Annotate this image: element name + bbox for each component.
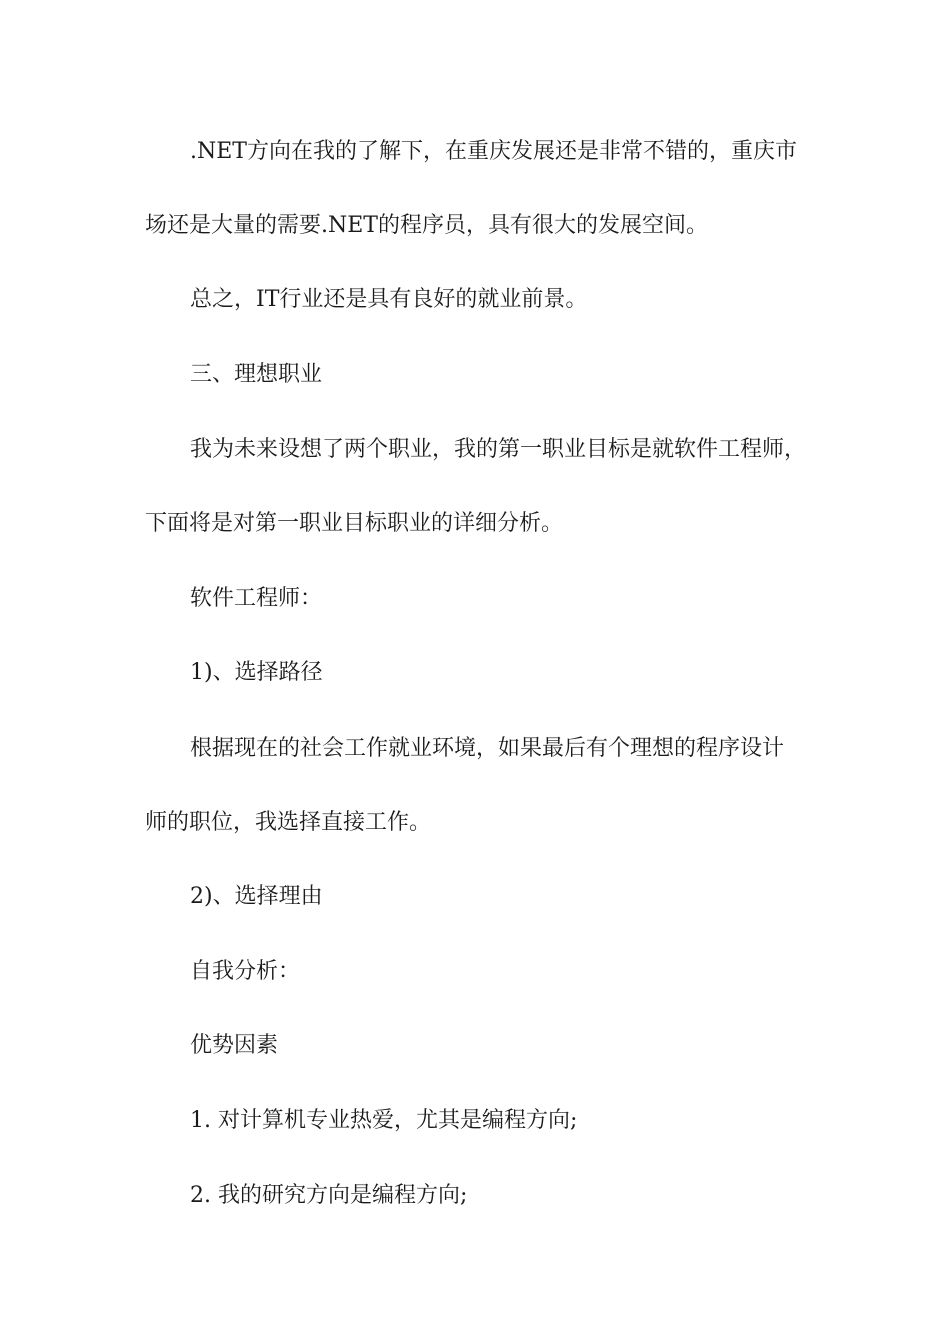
paragraph-summary: 总之，IT行业还是具有良好的就业前景。 (190, 287, 588, 312)
subheading-software-engineer: 软件工程师： (190, 586, 323, 611)
item-choice-reason: 2)、选择理由 (190, 884, 323, 909)
paragraph-dotnet-line-2: 场还是大量的需要.NET的程序员，具有很大的发展空间。 (145, 213, 708, 238)
section-heading-ideal-career: 三、理想职业 (190, 362, 323, 387)
list-item-strength-2: 2. 我的研究方向是编程方向; (190, 1183, 468, 1208)
subheading-strengths: 优势因素 (190, 1033, 279, 1058)
paragraph-dotnet-line-1: .NET方向在我的了解下，在重庆发展还是非常不错的，重庆市 (190, 139, 797, 164)
paragraph-career-goal-line-1: 我为未来设想了两个职业，我的第一职业目标是就软件工程师， (190, 437, 807, 462)
paragraph-career-goal-line-2: 下面将是对第一职业目标职业的详细分析。 (145, 511, 564, 536)
list-item-strength-1: 1. 对计算机专业热爱，尤其是编程方向; (190, 1108, 578, 1133)
item-choice-path: 1)、选择路径 (190, 660, 323, 685)
paragraph-path-line-1: 根据现在的社会工作就业环境，如果最后有个理想的程序设计 (190, 736, 785, 761)
paragraph-path-line-2: 师的职位，我选择直接工作。 (145, 810, 432, 835)
subheading-self-analysis: 自我分析： (190, 959, 301, 984)
